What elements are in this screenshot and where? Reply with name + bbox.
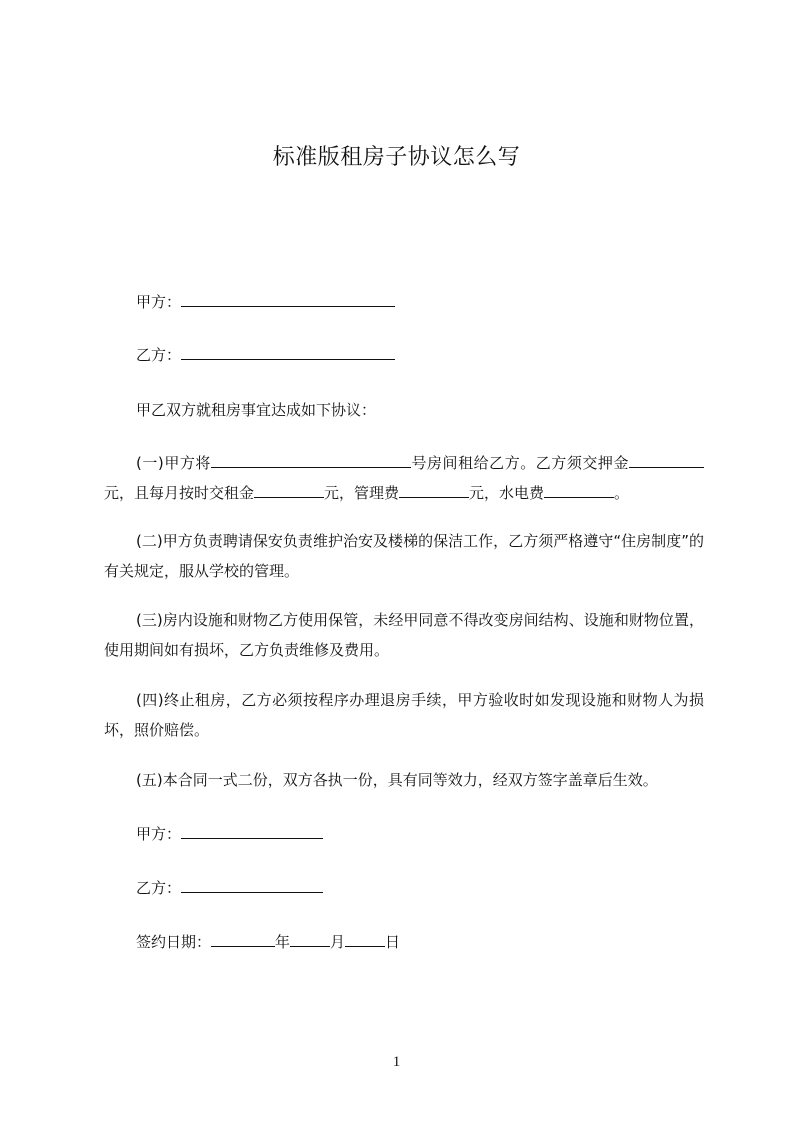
clause-1-text-b: 号房间租给乙方。乙方须交押金 [410, 454, 629, 472]
page-number: 1 [392, 1054, 401, 1070]
sign-date-label: 签约日期： [136, 933, 212, 951]
document-title: 标准版租房子协议怎么写 [272, 145, 521, 170]
clause-2: (二)甲方负责聘请保安负责维护治安及楼梯的保洁工作，乙方须严格遵守“住房制度”的有关规定，服从学校的管理。 [104, 532, 704, 580]
party-a-label: 甲方： [136, 293, 182, 311]
clause-1-text-e: 元，水电费 [469, 484, 545, 502]
sign-b-line [136, 878, 323, 898]
sign-b-label: 乙方： [136, 879, 182, 897]
clause-3: (三)房内设施和财物乙方使用保管，未经甲同意不得改变房间结构、设施和财物位置，使用期间如有损坏，乙方负责维修及费用。 [104, 611, 704, 659]
deposit-blank[interactable] [629, 453, 704, 468]
sign-b-blank[interactable] [181, 878, 323, 893]
day-blank[interactable] [345, 932, 385, 947]
utility-fee-blank[interactable] [544, 483, 614, 498]
intro-line: 甲乙双方就租房事宜达成如下协议： [136, 401, 377, 419]
sign-a-blank[interactable] [181, 824, 323, 839]
rent-blank[interactable] [254, 483, 324, 498]
clause-4: (四)终止租房，乙方必须按程序办理退房手续，甲方验收时如发现设施和财物人为损坏，照价赔偿。 [104, 691, 704, 739]
room-number-blank[interactable] [211, 453, 411, 468]
sign-date-line [136, 932, 400, 952]
party-b-line [136, 345, 395, 365]
party-b-blank[interactable] [181, 345, 395, 360]
clause-1-text-a: (一)甲方将 [136, 454, 211, 472]
clause-5: (五)本合同一式二份，双方各执一份，具有同等效力，经双方签字盖章后生效。 [136, 771, 658, 789]
clause-1 [104, 448, 704, 508]
year-label: 年 [275, 933, 291, 951]
month-label: 月 [330, 933, 346, 951]
month-blank[interactable] [290, 932, 330, 947]
day-label: 日 [385, 933, 401, 951]
party-a-blank[interactable] [181, 292, 395, 307]
clause-1-text-f: 。 [614, 484, 630, 502]
party-a-line [136, 292, 395, 312]
year-blank[interactable] [211, 932, 275, 947]
party-b-label: 乙方： [136, 346, 182, 364]
sign-a-label: 甲方： [136, 825, 182, 843]
clause-1-text-d: 元，管理费 [324, 484, 400, 502]
management-fee-blank[interactable] [399, 483, 469, 498]
clause-1-text-c: 元，且每月按时交租金 [104, 484, 255, 502]
sign-a-line [136, 824, 323, 844]
